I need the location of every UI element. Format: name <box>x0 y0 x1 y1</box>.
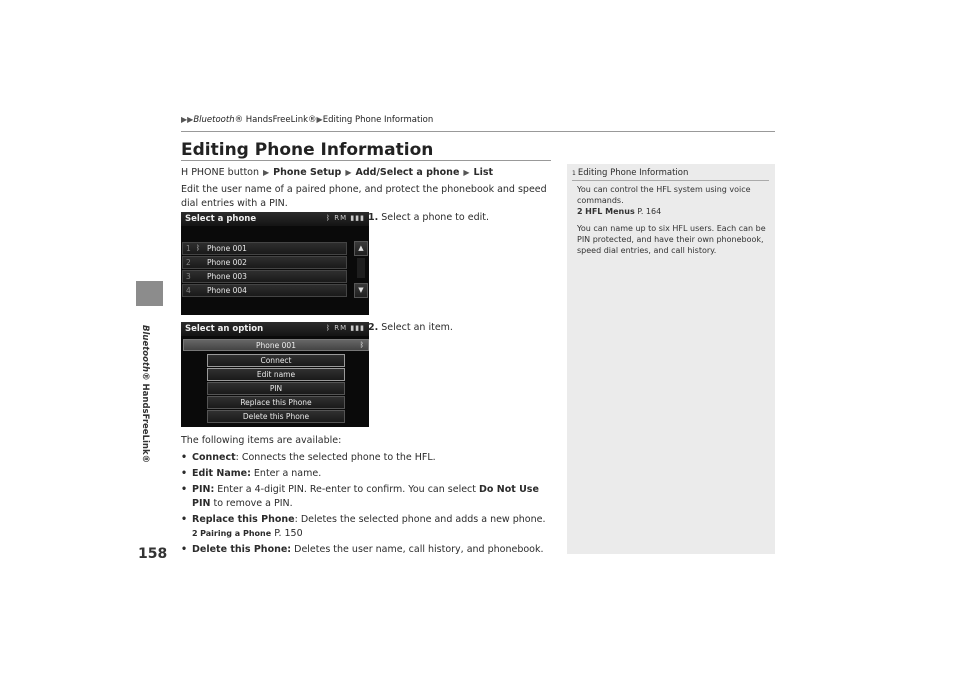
path-arrow-icon: ▶ <box>345 168 352 177</box>
note-paragraph: You can name up to six HFL users. Each can be PIN protected, and have their own phonebook, speed dial entries, and call history. <box>577 224 766 255</box>
bluetooth-icon: ᛒ <box>196 244 201 252</box>
list-index: 3 <box>186 272 191 281</box>
list-index: 2 <box>186 258 191 267</box>
option-replace-phone[interactable]: Replace this Phone <box>207 396 345 409</box>
phone-name: Phone 004 <box>207 286 247 295</box>
scroll-down-button[interactable]: ▼ <box>354 283 368 298</box>
path-step-1: Phone Setup <box>273 167 342 178</box>
path-arrow-icon: ▶ <box>463 168 470 177</box>
selected-phone-bar <box>183 339 369 351</box>
phone-list-item[interactable] <box>182 284 347 297</box>
option-edit-name[interactable]: Edit name <box>207 368 345 381</box>
scroll-up-button[interactable]: ▲ <box>354 241 368 256</box>
step-2: 2. Select an item. <box>368 322 453 333</box>
note-body <box>577 184 769 262</box>
list-item: • PIN: Enter a 4-digit PIN. Re-enter to confirm. You can select Do Not Use PIN to remove a PIN. <box>181 483 551 511</box>
breadcrumb-part1-italic: Bluetooth <box>193 115 235 125</box>
page-title: Editing Phone Information <box>181 140 434 160</box>
screen-title: Select an option <box>185 324 264 334</box>
scrollbar-track[interactable] <box>357 258 365 278</box>
title-divider <box>181 160 551 161</box>
side-section-label: Bluetooth® HandsFreeLink® <box>140 325 150 464</box>
status-icons: ᛒ RM ▮▮▮ <box>325 324 365 332</box>
note-marker-icon: 1 <box>572 170 576 177</box>
items-list <box>181 451 551 559</box>
phone-list-item[interactable] <box>182 270 347 283</box>
path-arrow-icon: ▶ <box>263 168 270 177</box>
menu-path <box>181 167 493 178</box>
option-pin[interactable]: PIN <box>207 382 345 395</box>
list-item: • Connect: Connects the selected phone to the HFL. <box>181 451 551 465</box>
list-index: 1 <box>186 244 191 253</box>
breadcrumb <box>181 115 433 125</box>
breadcrumb-part1: ® HandsFreeLink® <box>234 115 317 125</box>
path-step-0: PHONE button <box>191 167 260 178</box>
screen-title: Select a phone <box>185 214 257 224</box>
screen-header <box>181 322 369 336</box>
list-item: • Replace this Phone: Deletes the selected phone and adds a new phone. 2 Pairing a Phone P. 150 <box>181 513 551 541</box>
bluetooth-icon: ᛒ <box>359 341 364 349</box>
note-heading: 1 Editing Phone Information <box>572 168 689 178</box>
list-item: • Edit Name: Enter a name. <box>181 467 551 481</box>
screen-header <box>181 212 369 226</box>
section-tab <box>136 281 163 306</box>
breadcrumb-arrow-icon: ▶▶ <box>181 115 194 124</box>
available-items-intro: The following items are available: <box>181 435 342 446</box>
select-option-screen <box>181 322 369 427</box>
phone-name: Phone 002 <box>207 258 247 267</box>
xref-arrow-icon: 2 <box>577 207 583 216</box>
selected-phone-name: Phone 001 <box>256 341 296 350</box>
note-cross-reference[interactable]: 2 HFL Menus P. 164 <box>577 207 662 216</box>
phone-list-item[interactable] <box>182 256 347 269</box>
cross-reference-link[interactable]: 2 Pairing a Phone P. 150 <box>192 528 303 539</box>
list-item: • Delete this Phone: Deletes the user name, call history, and phonebook. <box>181 543 551 557</box>
path-step-2: Add/Select a phone <box>355 167 460 178</box>
xref-arrow-icon: 2 <box>192 529 198 538</box>
header-divider <box>181 131 775 132</box>
intro-text: Edit the user name of a paired phone, and protect the phonebook and speed dial entries with a PIN. <box>181 184 547 209</box>
phone-name: Phone 001 <box>207 244 247 253</box>
step-1: 1. Select a phone to edit. <box>368 212 489 223</box>
select-phone-screen <box>181 212 369 315</box>
option-delete-phone[interactable]: Delete this Phone <box>207 410 345 423</box>
phone-list-item[interactable] <box>182 242 347 255</box>
breadcrumb-part2: Editing Phone Information <box>322 115 434 125</box>
breadcrumb-arrow-icon: ▶ <box>316 115 323 124</box>
note-paragraph: You can control the HFL system using voice commands. <box>577 185 751 205</box>
home-icon: H <box>181 167 189 178</box>
path-step-3: List <box>473 167 494 178</box>
status-icons: ᛒ RM ▮▮▮ <box>325 214 365 222</box>
side-note <box>567 164 775 554</box>
option-connect[interactable]: Connect <box>207 354 345 367</box>
phone-name: Phone 003 <box>207 272 247 281</box>
page-number: 158 <box>138 546 168 562</box>
list-index: 4 <box>186 286 191 295</box>
note-divider <box>572 180 769 181</box>
